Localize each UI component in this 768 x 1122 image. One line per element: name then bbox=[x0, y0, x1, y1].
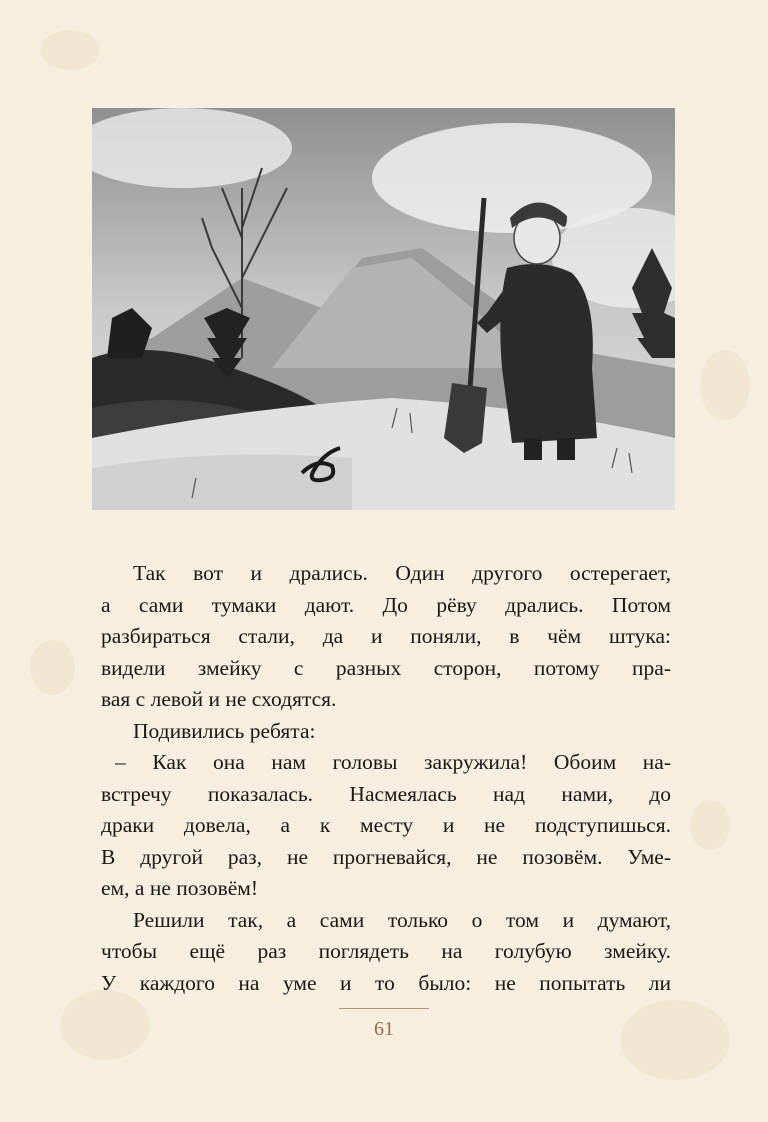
text-line: чтобы ещё раз поглядеть на голубую змейку. bbox=[101, 939, 671, 963]
text-line: драки довела, а к месту и не подступишься. bbox=[101, 813, 671, 837]
paper-stain bbox=[60, 990, 150, 1060]
page-number: 61 bbox=[374, 1018, 394, 1040]
paper-stain bbox=[40, 30, 100, 70]
boy-with-shovel-and-snake-illustration bbox=[92, 108, 675, 510]
text-line: Подивились ребята: bbox=[133, 718, 316, 743]
text-line: ем, а не позовём! bbox=[101, 876, 259, 900]
text-line: вая с левой и не сходятся. bbox=[101, 687, 337, 711]
text-line: Решили так, а сами только о том и думают, bbox=[133, 907, 671, 932]
illustration bbox=[92, 108, 675, 510]
text-line: видели змейку с разных сторон, потому пра- bbox=[101, 655, 671, 680]
text-line: а сами тумаки дают. До рёву дрались. Потом bbox=[101, 592, 671, 617]
body-text bbox=[101, 558, 671, 999]
text-line: У каждого на уме и то было: не попытать ли bbox=[101, 970, 671, 995]
paper-stain bbox=[700, 350, 750, 420]
text-line: встречу показалась. Насмеялась над нами, до bbox=[101, 781, 671, 806]
text-line: разбираться стали, да и поняли, в чём штука: bbox=[101, 624, 671, 648]
paper-stain bbox=[620, 1000, 730, 1080]
text-line: Так вот и дрались. Один другого остерегает, bbox=[133, 561, 671, 585]
text-line: В другой раз, не прогневайся, не позовём. Уме- bbox=[101, 844, 671, 869]
text-line: – Как она нам головы закружила! Обоим на- bbox=[115, 750, 671, 774]
footer-rule bbox=[339, 1008, 429, 1009]
paper-stain bbox=[30, 640, 75, 695]
paper-stain bbox=[690, 800, 730, 850]
